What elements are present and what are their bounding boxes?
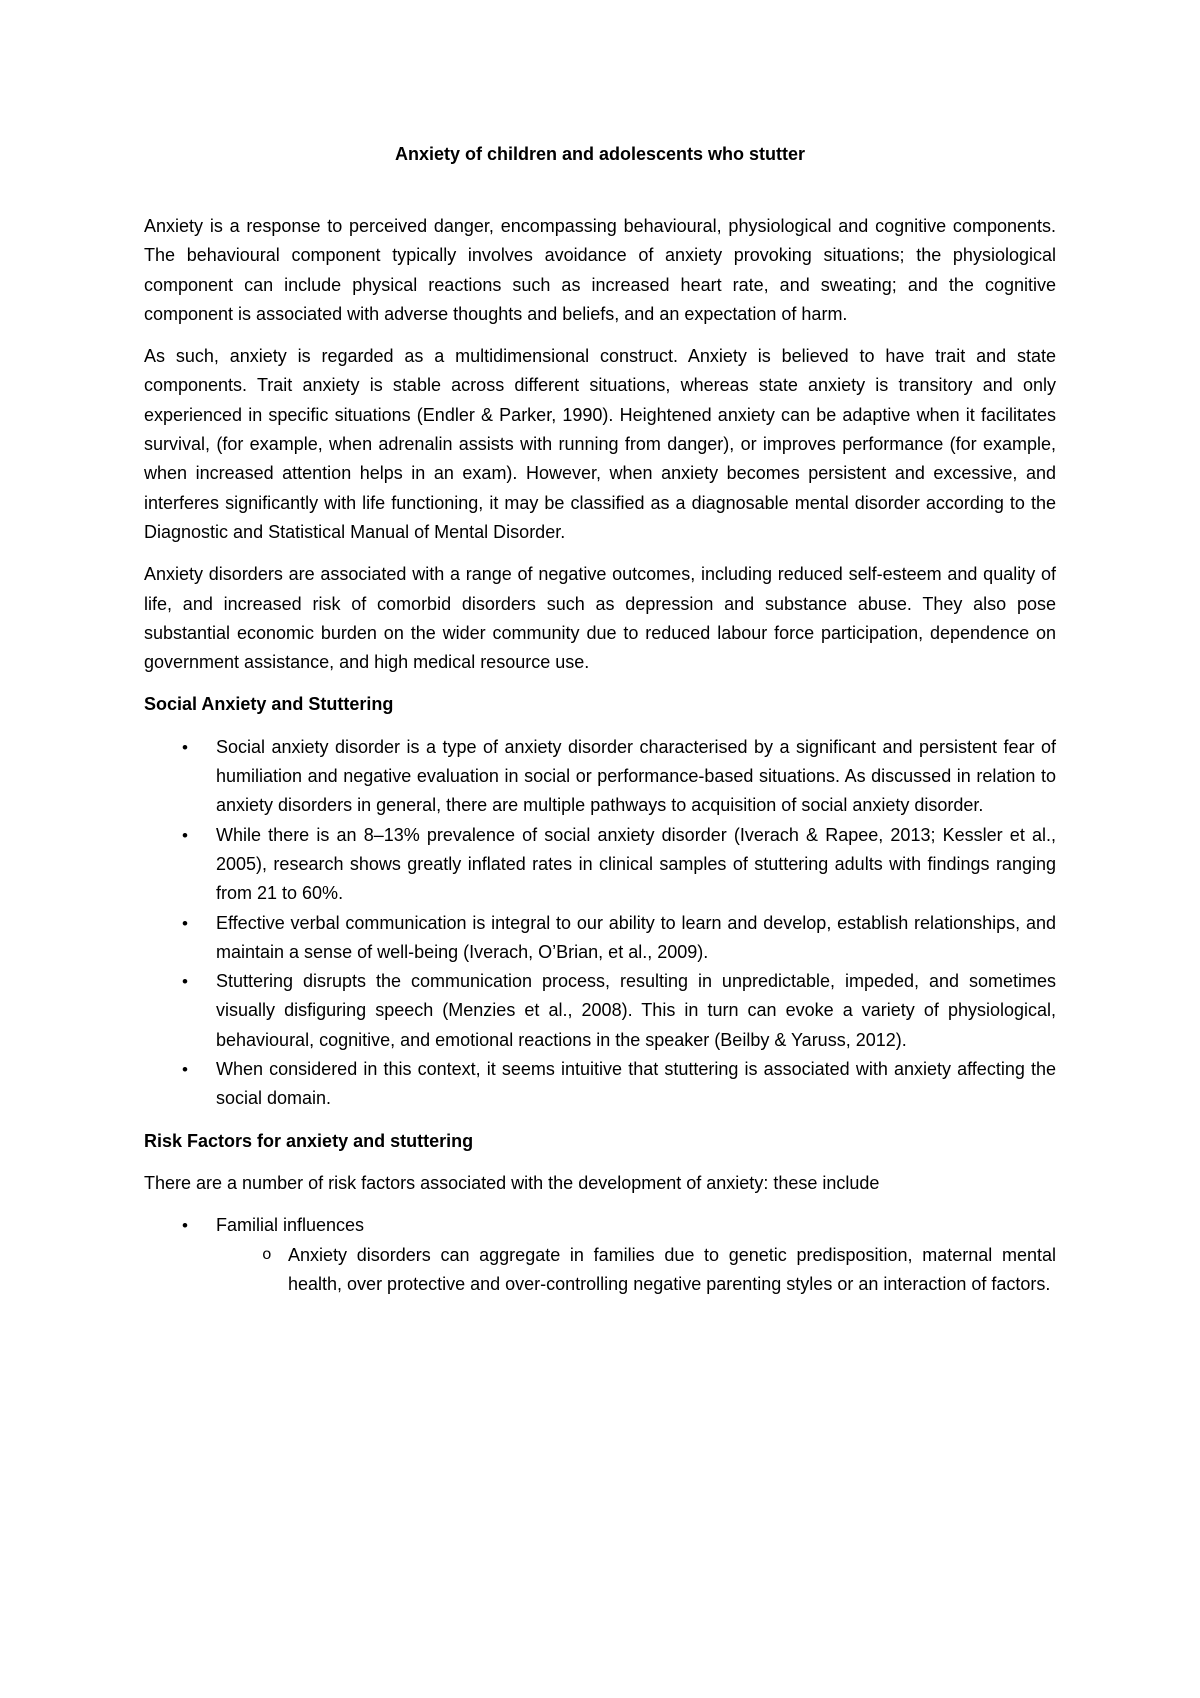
sub-list-item [144, 1241, 1056, 1300]
list-item [144, 967, 1056, 1055]
sub-bullet-icon: o [262, 1245, 272, 1264]
list-item [144, 909, 1056, 968]
paragraph-outcomes: Anxiety disorders are associated with a range of negative outcomes, including reduced self-esteem and quality of life, and increased risk of comorbid disorders such as depression and substance abuse. They also pose substantial economic burden on the wider community due to reduced labour force participation, dependence on government assistance, and high medical resource use. [144, 564, 1056, 673]
bullet-icon: • [182, 737, 188, 757]
document-page [144, 140, 1056, 1312]
risk-factors-intro: There are a number of risk factors associated with the development of anxiety: these include [144, 1172, 880, 1193]
section-heading-risk-factors: Risk Factors for anxiety and stuttering [144, 1130, 474, 1151]
list-item-text: When considered in this context, it seems intuitive that stuttering is associated with anxiety affecting the social domain. [216, 1059, 1056, 1109]
list-item [144, 821, 1056, 909]
list-item-text: Effective verbal communication is integral to our ability to learn and develop, establish relationships, and maintain a sense of well-being (Iverach, O’Brian, et al., 2009). [216, 912, 1056, 962]
section-heading-social-anxiety: Social Anxiety and Stuttering [144, 694, 394, 715]
bullet-icon: • [182, 1060, 188, 1080]
list-item-text: Social anxiety disorder is a type of anxiety disorder characterised by a significant and persistent fear of humiliation and negative evaluation in social or performance-based situations. As discussed in relation to anxiety disorders in general, there are multiple pathways to acquisition of social anxiety disorder. [216, 736, 1056, 816]
bullet-icon: • [182, 913, 188, 933]
bullet-icon: • [182, 972, 188, 992]
list-item-text: While there is an 8–13% prevalence of social anxiety disorder (Iverach & Rapee, 2013; Kessler et al., 2005), research shows greatly inflated rates in clinical samples of stuttering adults with findings ranging from 21 to 60%. [216, 824, 1056, 904]
risk-factors-list [144, 1211, 1056, 1299]
list-item [144, 1055, 1056, 1114]
paragraph-anxiety-definition: Anxiety is a response to perceived danger, encompassing behavioural, physiological and cognitive components. The behavioural component typically involves avoidance of anxiety provoking situations; the physiological component can include physical reactions such as increased heart rate, and sweating; and the cognitive component is associated with adverse thoughts and beliefs, and an expectation of harm. [144, 216, 1056, 324]
list-item-text: Familial influences [216, 1215, 365, 1236]
sub-list-item-text: Anxiety disorders can aggregate in families due to genetic predisposition, maternal mental health, over protective and over-controlling negative parenting styles or an interaction of factors. [288, 1244, 1056, 1294]
list-item-text: Stuttering disrupts the communication process, resulting in unpredictable, impeded, and sometimes visually disfiguring speech (Menzies et al., 2008). This in turn can evoke a variety of physiological, behavioural, cognitive, and emotional reactions in the speaker (Beilby & Yaruss, 2012). [216, 971, 1056, 1050]
paragraph-multidimensional: As such, anxiety is regarded as a multidimensional construct. Anxiety is believed to have trait and state components. Trait anxiety is stable across different situations, whereas state anxiety is transitory and only experienced in specific situations (Endler & Parker, 1990). Heightened anxiety can be adaptive when it facilitates survival, (for example, when adrenalin assists with running from danger), or improves performance (for example, when increased attention helps in an exam). However, when anxiety becomes persistent and excessive, and interferes significantly with life functioning, it may be classified as a diagnosable mental disorder according to the Diagnostic and Statistical Manual of Mental Disorder. [144, 346, 1056, 542]
bullet-icon: • [182, 1216, 188, 1236]
sub-list [216, 1241, 1056, 1300]
document-title: Anxiety of children and adolescents who stutter [394, 144, 806, 164]
bullet-icon: • [182, 825, 188, 845]
list-item [144, 1211, 1056, 1299]
list-item [144, 733, 1056, 821]
social-anxiety-list [144, 733, 1056, 1114]
